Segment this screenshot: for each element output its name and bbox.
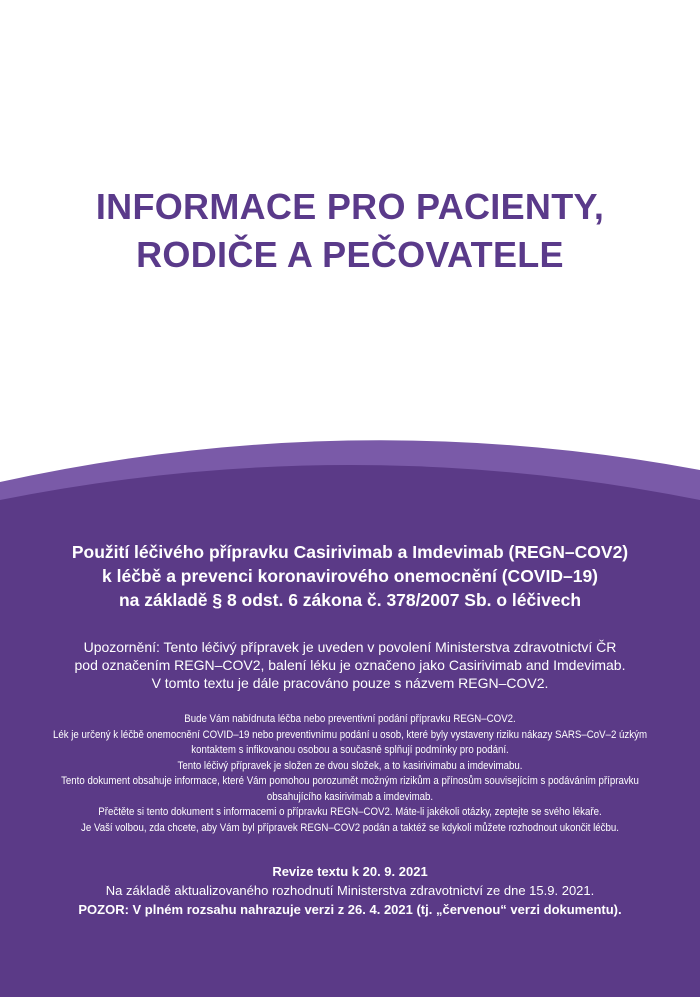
info-line-7: Přečtěte si tento dokument s informacemi o přípravku REGN–COV2. Máte-li jakékoli otázky, zeptejte se svého lékaře.	[98, 806, 602, 818]
subtitle-line-1: Použití léčivého přípravku Casirivimab a Imdevimab (REGN–COV2)	[71, 542, 629, 562]
revision-warning: POZOR: V plném rozsahu nahrazuje verzi z 26. 4. 2021 (tj. „červenou“ verzi dokumentu).	[78, 902, 622, 917]
revision-block	[0, 862, 700, 919]
info-line-8: Je Vaší volbou, zda chcete, aby Vám byl přípravek REGN–COV2 podán a taktéž se kdykoli můžete rozhodnout ukončit léčbu.	[81, 821, 619, 834]
subtitle-line-3: na základě § 8 odst. 6 zákona č. 378/2007 Sb. o léčivech	[118, 590, 582, 610]
info-line-5: Tento dokument obsahuje informace, které Vám pomohou porozumět možným rizikům a přínosům souvisejícím s podáváním přípravku	[61, 775, 639, 787]
info-paragraph	[42, 712, 658, 836]
title-line-1: INFORMACE PRO PACIENTY,	[95, 186, 605, 227]
revision-basis: Na základě aktualizovaného rozhodnutí Ministerstva zdravotnictví ze dne 15.9. 2021.	[105, 883, 595, 898]
notice-paragraph	[0, 638, 700, 692]
revision-date: Revize textu k 20. 9. 2021	[272, 864, 428, 879]
notice-line-3: V tomto textu je dále pracováno pouze s názvem REGN–COV2.	[151, 675, 549, 691]
subtitle-line-2: k léčbě a prevenci koronavirového onemocnění (COVID–19)	[102, 566, 598, 586]
document-subtitle	[0, 540, 700, 612]
info-line-4: Tento léčivý přípravek je složen ze dvou složek, a to kasirivimabu a imdevimabu.	[177, 759, 523, 772]
info-line-3: kontaktem s infikovanou osobou a současně splňují podmínky pro podání.	[191, 744, 509, 756]
notice-line-1: Upozornění: Tento léčivý přípravek je uveden v povolení Ministerstva zdravotnictví ČR	[83, 639, 617, 655]
notice-line-2: pod označením REGN–COV2, balení léku je označeno jako Casirivimab and Imdevimab.	[74, 657, 626, 673]
page-title	[0, 183, 700, 279]
info-line-2: Lék je určený k léčbě onemocnění COVID–19 nebo preventivnímu podání u osob, které byly vystaveny riziku nákazy SARS–CoV–2 úzkým	[52, 728, 648, 741]
info-line-1: Bude Vám nabídnuta léčba nebo preventivní podání přípravku REGN–COV2.	[184, 713, 516, 725]
cover-content	[0, 540, 700, 919]
title-line-2: RODIČE A PEČOVATELE	[136, 234, 564, 275]
info-line-6: obsahujícího kasirivimab a imdevimab.	[266, 790, 434, 803]
